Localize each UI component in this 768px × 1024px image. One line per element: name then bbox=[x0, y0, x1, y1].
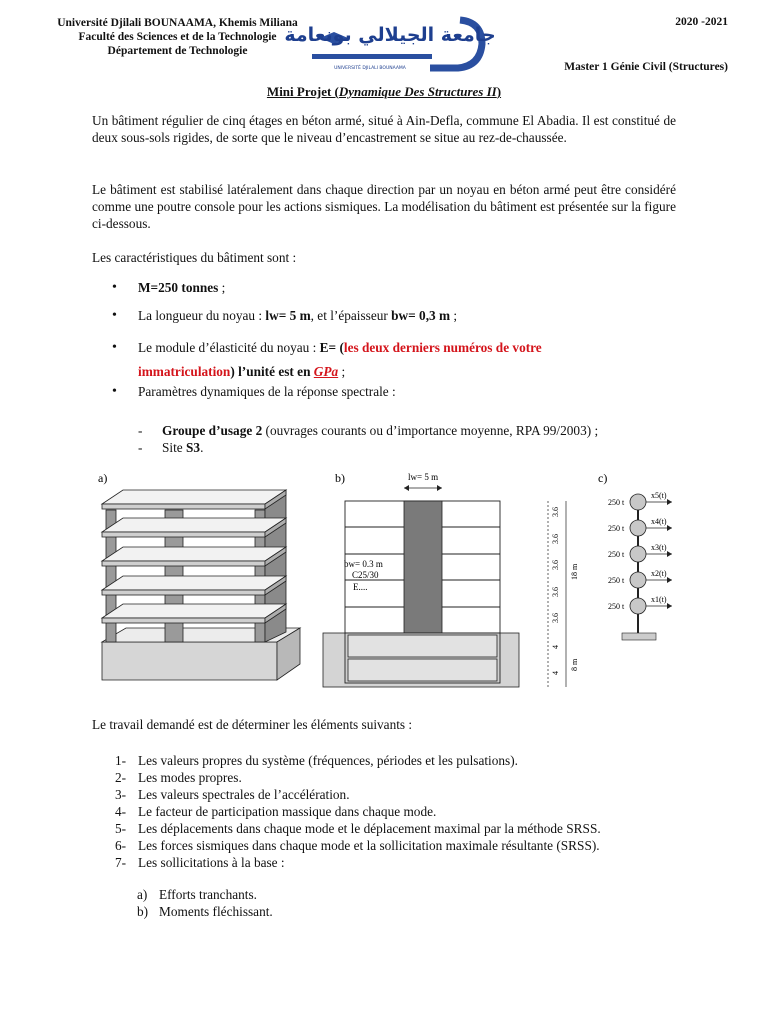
mass-label: 250 t bbox=[608, 550, 625, 559]
list-item: • Le module d’élasticité du noyau : E= (les deux derniers numéros de votre immatriculation) l’unité est en GPa ; bbox=[112, 336, 692, 384]
mass-node bbox=[630, 520, 646, 536]
story-height: 3.6 bbox=[551, 613, 560, 623]
story-height: 3.6 bbox=[551, 534, 560, 544]
core-thickness-label: bw= 0.3 m bbox=[344, 559, 383, 569]
university-logo bbox=[284, 14, 496, 72]
mass-node bbox=[630, 572, 646, 588]
paragraph-core: Le bâtiment est stabilisé latéralement dans chaque direction par un noyau en béton armé peut être considéré comme une poutre console pour les actions sismiques. La modélisation du bâtiment est présentée sur la figure ci-dessous. bbox=[92, 182, 676, 232]
modulus-label: E.... bbox=[353, 582, 368, 592]
logo-bar bbox=[312, 54, 432, 59]
dof-label: x5(t) bbox=[651, 491, 667, 500]
mass-label: 250 t bbox=[608, 602, 625, 611]
usage-group-item: - Groupe d’usage 2 (ouvrages courants ou d’importance moyenne, RPA 99/2003) ; bbox=[138, 423, 599, 438]
task-list bbox=[115, 752, 601, 871]
list-item: 2- Les modes propres. bbox=[115, 770, 242, 785]
list-item: 3- Les valeurs spectrales de l’accélération. bbox=[115, 787, 350, 802]
list-item: 7- Les sollicitations à la base : bbox=[115, 855, 285, 870]
dof-label: x2(t) bbox=[651, 569, 667, 578]
figure-a-label: a) bbox=[98, 471, 108, 485]
figure-b-label: b) bbox=[335, 471, 345, 485]
paragraph-intro: Un bâtiment régulier de cinq étages en béton armé, situé à Ain-Defla, commune El Abadia. Il est constitué de deux sous-sols rigides, de sorte que le niveau d’encastrement se situe au rez-de-chaussée. bbox=[92, 113, 676, 146]
title-suffix: ) bbox=[496, 84, 502, 99]
story-height: 3.6 bbox=[551, 507, 560, 517]
list-item: 6- Les forces sismiques dans chaque mode et la sollicitation maximale résultante (SRSS). bbox=[115, 838, 600, 853]
list-item: 5- Les déplacements dans chaque mode et le déplacement maximal par la méthode SRSS. bbox=[115, 821, 601, 836]
title-prefix: Mini Projet ( bbox=[266, 84, 339, 99]
list-item: • La longueur du noyau : lw= 5 m, et l’épaisseur bw= 0,3 m ; bbox=[112, 308, 692, 336]
mass-node bbox=[630, 546, 646, 562]
story-height: 3.6 bbox=[551, 560, 560, 570]
characteristics-list bbox=[112, 280, 692, 400]
elastic-modulus: E= ( bbox=[319, 340, 344, 355]
story-height: 3.6 bbox=[551, 587, 560, 597]
logo-latin-text: UNIVERSITÉ DJILALI BOUNAAMA bbox=[334, 66, 406, 71]
building-figure bbox=[90, 468, 680, 703]
basement-height: 4 bbox=[551, 671, 560, 675]
concrete-class-label: C25/30 bbox=[352, 570, 379, 580]
logo-arabic-text: جامعة الجيلالي بونعامة bbox=[284, 24, 496, 46]
core-length-label: lw= 5 m bbox=[408, 472, 439, 482]
core-length: lw= 5 m bbox=[265, 308, 311, 323]
list-item: b) Moments fléchissant. bbox=[137, 904, 273, 919]
building-3d bbox=[102, 490, 300, 680]
lumped-mass-model bbox=[608, 491, 672, 640]
university-name: Université Djilali BOUNAAMA, Khemis Miliana bbox=[57, 17, 298, 29]
task-intro: Le travail demandé est de déterminer les éléments suivants : bbox=[92, 717, 413, 732]
academic-year: 2020 -2021 bbox=[675, 16, 728, 28]
basement-total-label: 8 m bbox=[570, 658, 579, 671]
title-italic: Dynamique Des Structures II bbox=[338, 84, 497, 99]
mass-node bbox=[630, 598, 646, 614]
list-item: a) Efforts tranchants. bbox=[137, 887, 257, 902]
mass-label: 250 t bbox=[608, 498, 625, 507]
dof-label: x1(t) bbox=[651, 595, 667, 604]
page-title bbox=[0, 84, 768, 100]
dof-label: x4(t) bbox=[651, 517, 667, 526]
mass-node bbox=[630, 494, 646, 510]
list-item: • M=250 tonnes ; bbox=[112, 280, 692, 308]
subtask-list bbox=[137, 886, 273, 920]
mass-label: 250 t bbox=[608, 524, 625, 533]
program-name: Master 1 Génie Civil (Structures) bbox=[564, 61, 728, 73]
institution-header bbox=[40, 16, 315, 58]
site-item: - Site S3. bbox=[138, 440, 204, 455]
core-thickness: bw= 0,3 m bbox=[391, 308, 451, 323]
department-name: Département de Technologie bbox=[107, 45, 248, 57]
basement-height: 4 bbox=[551, 645, 560, 649]
list-item: • Paramètres dynamiques de la réponse spectrale : bbox=[112, 384, 692, 400]
mass-label: 250 t bbox=[608, 576, 625, 585]
paragraph-characteristics: Les caractéristiques du bâtiment sont : bbox=[92, 250, 297, 265]
total-height-label: 18 m bbox=[570, 563, 579, 580]
mass-value: M=250 tonnes bbox=[138, 280, 219, 295]
unit-gpa: GPa bbox=[313, 364, 339, 379]
list-item: 4- Le facteur de participation massique dans chaque mode. bbox=[115, 804, 437, 819]
list-item: 1- Les valeurs propres du système (fréquences, périodes et les pulsations). bbox=[115, 753, 518, 768]
dof-label: x3(t) bbox=[651, 543, 667, 552]
building-elevation bbox=[323, 472, 579, 687]
faculty-name: Faculté des Sciences et de la Technologie bbox=[78, 31, 277, 43]
figure-c-label: c) bbox=[598, 471, 608, 485]
